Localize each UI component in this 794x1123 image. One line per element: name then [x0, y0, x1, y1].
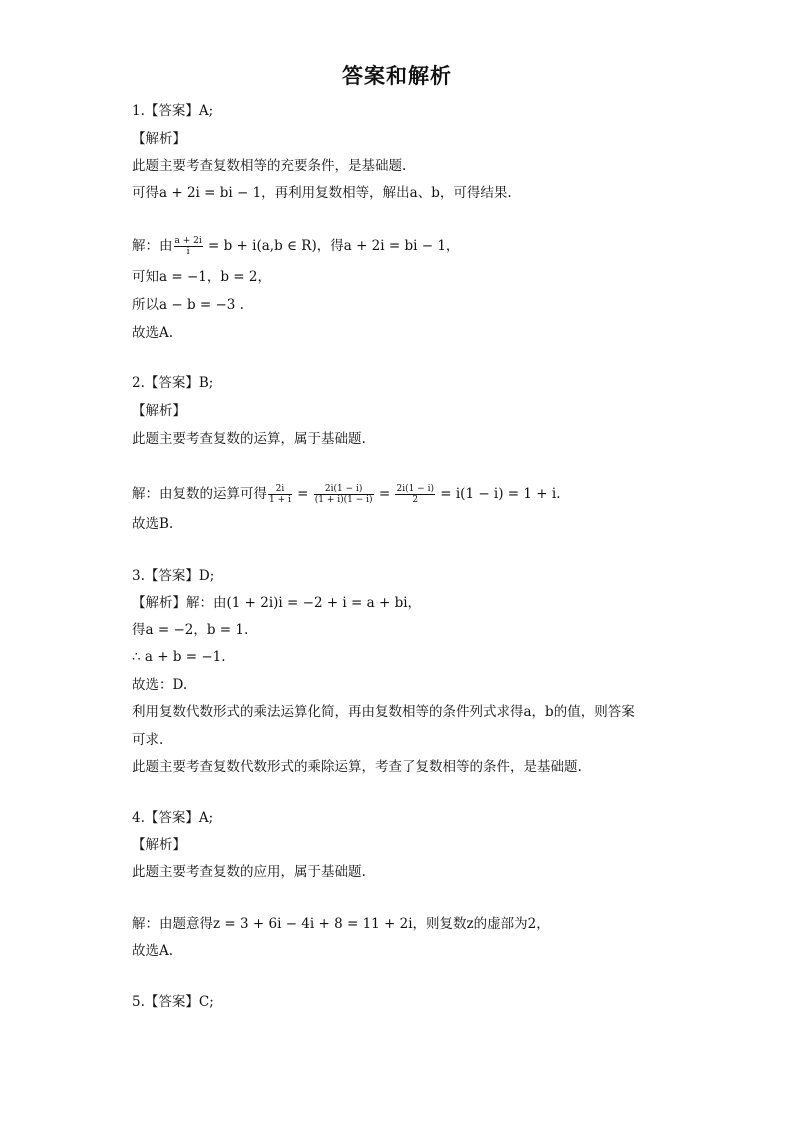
q1-solution-suffix: = b + i(a,b ∈ R)，得a + 2i = bi − 1，: [203, 238, 460, 254]
q3-text-6: 可求.: [132, 732, 164, 748]
q4-answer: 4.【答案】A;: [132, 810, 214, 826]
q3-text-3: ∴ a + b = −1.: [132, 649, 226, 665]
q3-answer: 3.【答案】D;: [132, 568, 215, 584]
q4-text-1: 此题主要考查复数的应用，属于基础题.: [132, 864, 366, 880]
q1-text-5: 所以a − b = −3 .: [132, 297, 244, 313]
q2-analysis-label: 【解析】: [132, 403, 186, 419]
q1-text-6: 故选A.: [132, 325, 174, 341]
q2-fraction-1-numerator: 2i: [268, 484, 292, 495]
q3-text-4: 故选：D.: [132, 677, 188, 693]
q2-fraction-2-numerator: 2i(1 − i): [314, 484, 374, 495]
q4-text-3: 故选A.: [132, 943, 174, 959]
q1-text-1: 此题主要考查复数相等的充要条件，是基础题.: [132, 158, 407, 174]
q2-fraction-1: [268, 484, 292, 505]
q2-fraction-3: [395, 484, 435, 505]
q1-fraction-denominator: i: [186, 247, 190, 257]
q2-answer: 2.【答案】B;: [132, 375, 214, 391]
q2-text-3: 故选B.: [132, 516, 174, 532]
q1-solution: [132, 236, 459, 257]
q1-solution-prefix: 解：由: [132, 238, 173, 254]
q2-solution: 解：由复数的运算可得 $\frac{2i}{1 + i}$ = $\frac{2i(1 - i)}{(1 + i)(1 - i)}$ = $\frac{2i(1 - i)}{2}$ = i(1 − i) = 1 + i.: [132, 484, 561, 505]
q1-text-2: 可得a + 2i = bi − 1，再利用复数相等，解出a、b，可得结果.: [132, 185, 512, 201]
q1-fraction: [174, 236, 203, 257]
q3-text-7: 此题主要考查复数代数形式的乘除运算，考查了复数相等的条件，是基础题.: [132, 759, 582, 775]
q2-solution-suffix: = i(1 − i) = 1 + i.: [435, 486, 561, 502]
q3-text-2: 得a = −2，b = 1.: [132, 622, 249, 638]
q3-text-1: 【解析】解：由(1 + 2i)i = −2 + i = a + bi，: [132, 595, 422, 611]
q2-fraction-1-denominator: 1 + i: [269, 495, 291, 505]
q2-text-1: 此题主要考查复数的运算，属于基础题.: [132, 431, 366, 447]
q2-fraction-2: [314, 484, 374, 505]
q3-text-5: 利用复数代数形式的乘法运算化简，再由复数相等的条件列式求得a，b的值，则答案: [132, 704, 635, 720]
q2-fraction-3-denominator: 2: [412, 495, 419, 505]
q1-text-4: 可知a = −1，b = 2，: [132, 269, 271, 285]
q4-text-2: 解：由题意得z = 3 + 6i − 4i + 8 = 11 + 2i，则复数z的虚部为2，: [132, 916, 550, 932]
q1-fraction-numerator: a + 2i: [174, 236, 202, 246]
q2-solution-prefix: 解：由复数的运算可得: [132, 486, 267, 502]
q1-analysis-label: 【解析】: [132, 131, 186, 147]
q2-fraction-3-numerator: 2i(1 − i): [396, 484, 434, 494]
q1-answer: 1.【答案】A;: [132, 103, 214, 119]
q2-fraction-2-denominator: (1 + i)(1 − i): [314, 495, 373, 505]
page-title: 答案和解析: [342, 64, 452, 88]
q4-analysis-label: 【解析】: [132, 837, 186, 853]
q5-answer: 5.【答案】C;: [132, 994, 214, 1010]
